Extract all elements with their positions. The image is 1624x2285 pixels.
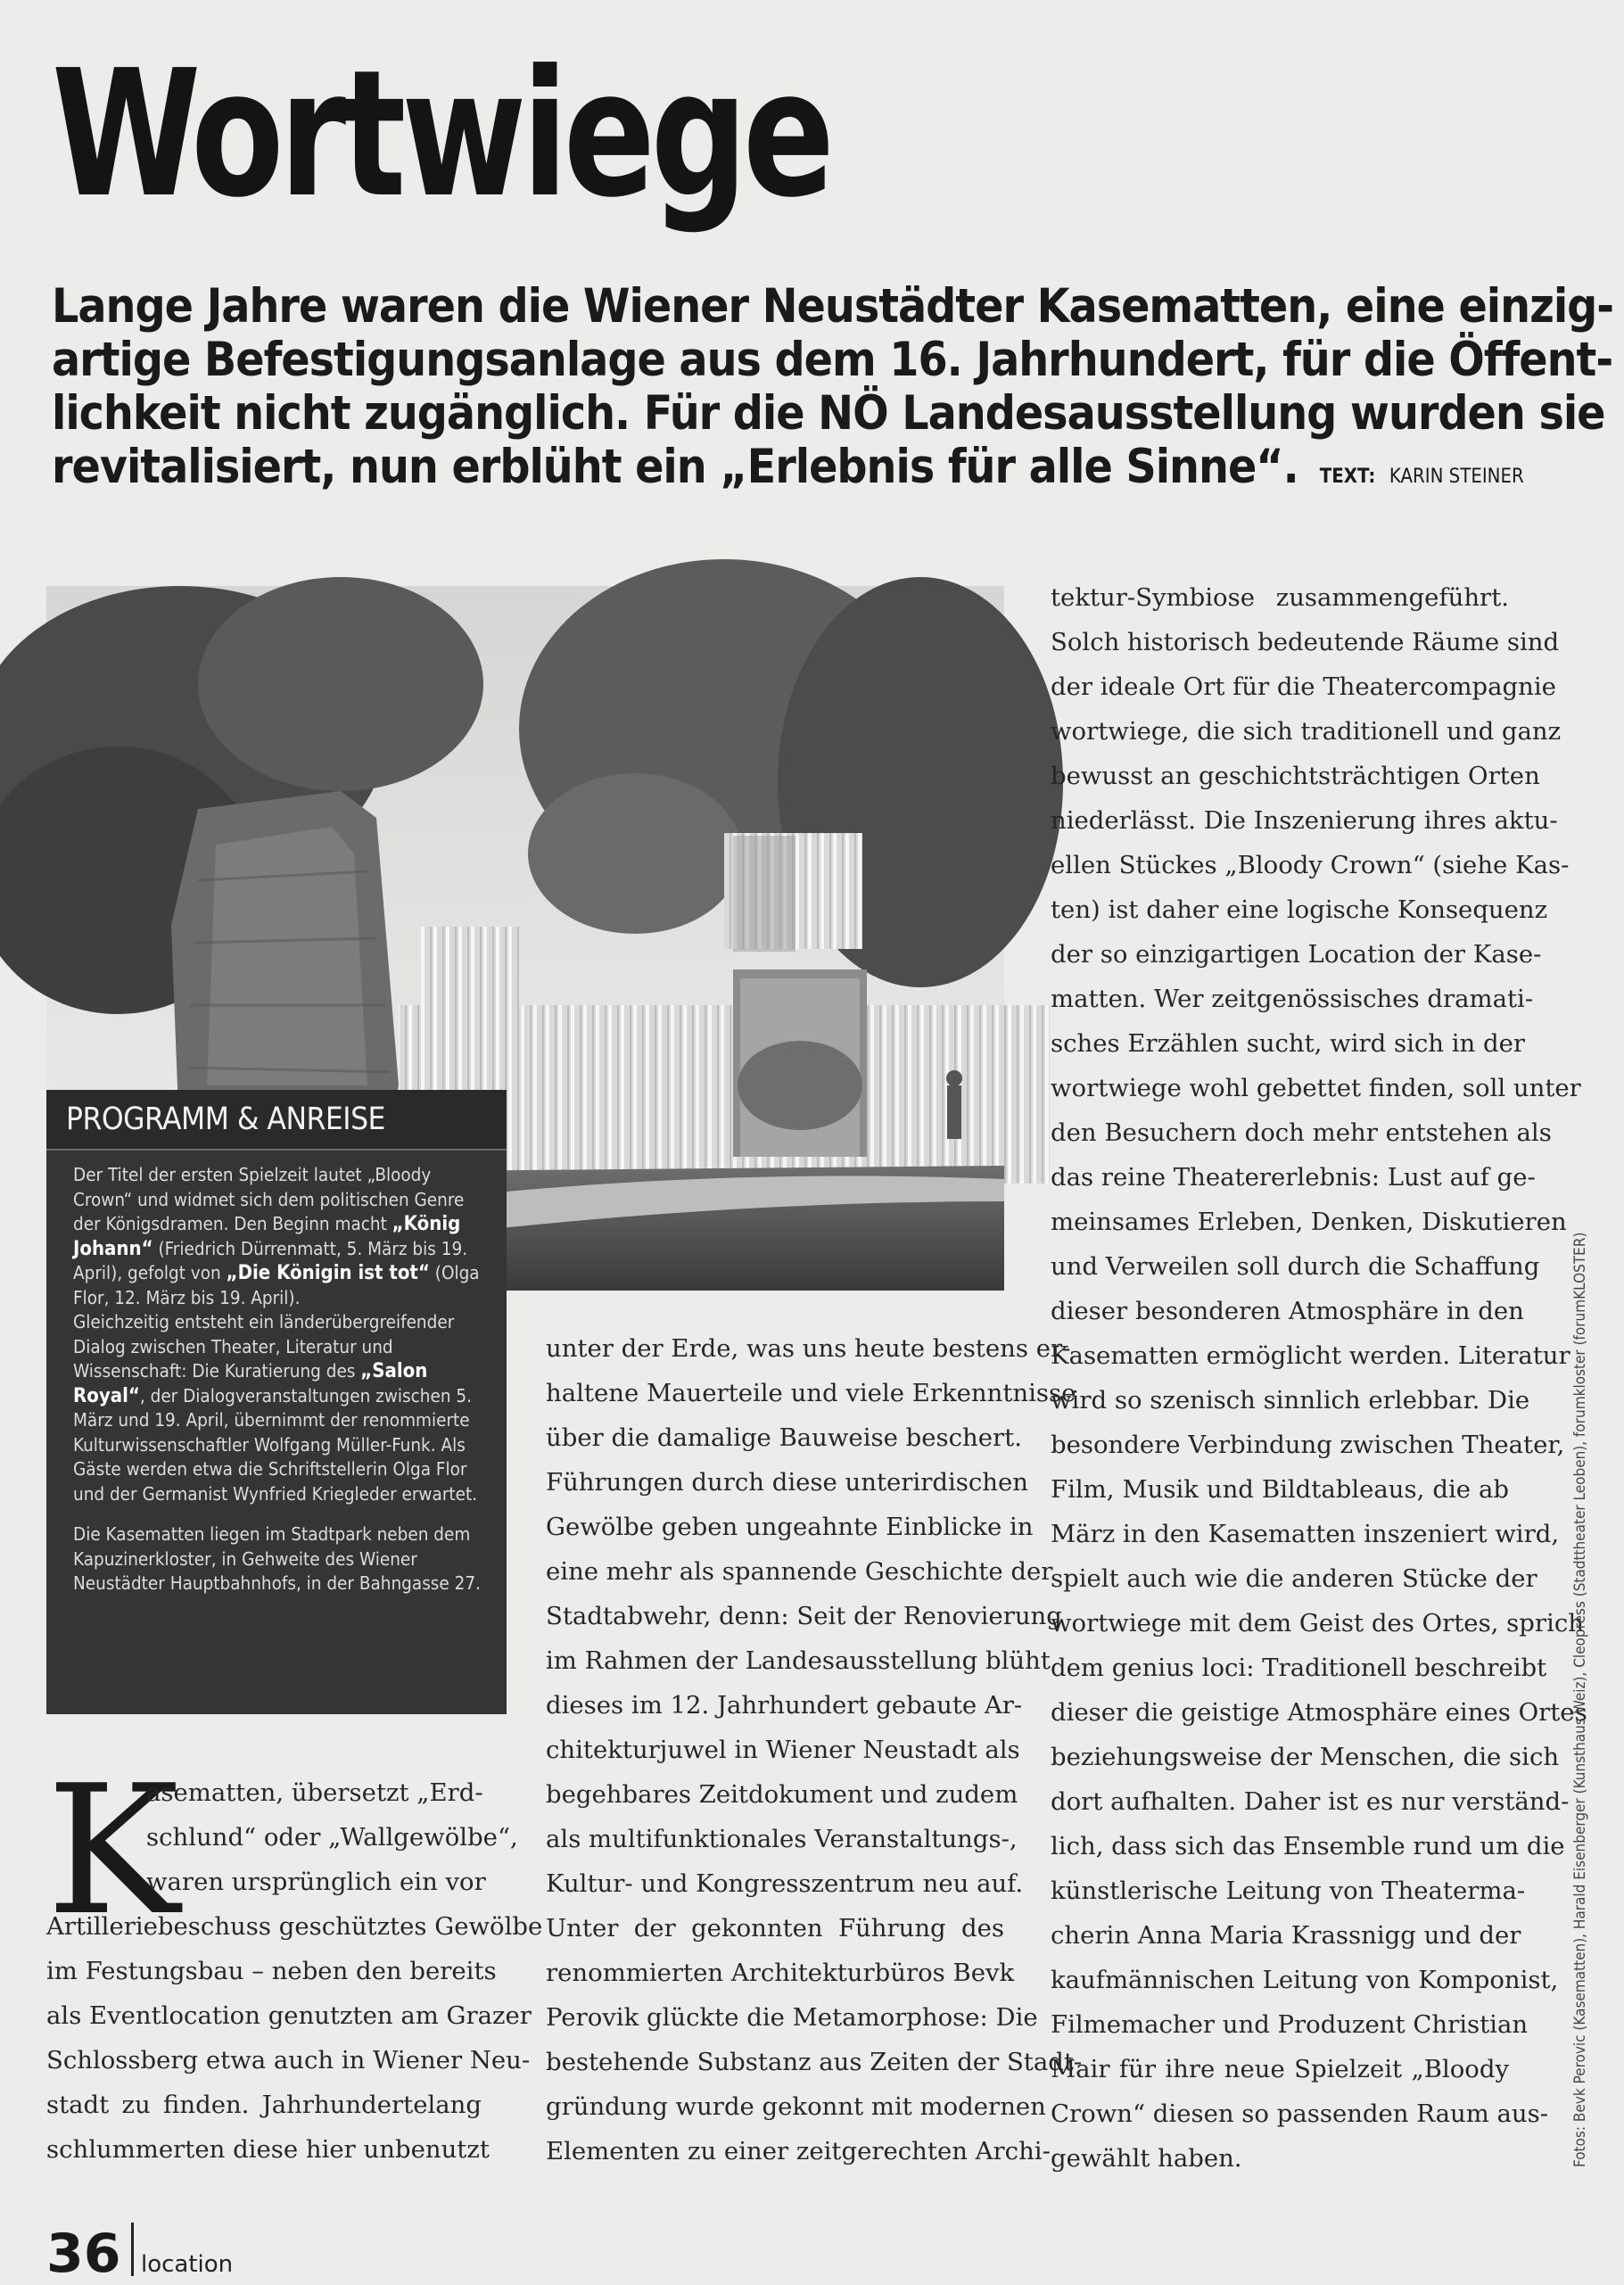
article-line: renommierten Architekturbüros Bevk bbox=[546, 1959, 1015, 1987]
article-line: schlummerten diese hier unbenutzt bbox=[46, 2135, 490, 2164]
article-line: den Besuchern doch mehr entstehen als bbox=[1051, 1118, 1552, 1147]
info-directions: Die Kasematten liegen im Stadtpark neben dem Kapuzinerkloster, in Gehweite des Wiener Neustädter Hauptbahnhofs, in der Bahngasse 27. bbox=[73, 1523, 481, 1594]
article-line: unter der Erde, was uns heute bestens er- bbox=[546, 1334, 1071, 1363]
play-title: „Die Königin ist tot“ bbox=[226, 1262, 430, 1284]
article-line: spielt auch wie die anderen Stücke der bbox=[1051, 1564, 1537, 1593]
article-line: Gewölbe geben ungeahnte Einblicke in bbox=[546, 1513, 1034, 1541]
article-line: niederlässt. Die Inszenierung ihres aktu- bbox=[1051, 806, 1558, 835]
lead-line-text: revitalisiert, nun erblüht ein „Erlebnis für alle Sinne“. bbox=[52, 440, 1298, 494]
photo-credit: Fotos: Bevk Perovic (Kasematten), Harald Eisenberger (Kunsthaus Weiz), Cleopress (Stadttheater Leoben), forumkloster (forumKLOSTER) bbox=[1571, 1232, 1589, 2167]
author-credit-name: KARIN STEINER bbox=[1389, 466, 1524, 488]
article-line: Stadtabwehr, denn: Seit der Renovierung bbox=[546, 1602, 1062, 1630]
lead-line: lichkeit nicht zugänglich. Für die NÖ Landesausstellung wurden sie bbox=[52, 386, 1605, 441]
article-line: tektur-Symbiose zusammengeführt. bbox=[1051, 583, 1509, 612]
info-box-heading: PROGRAMM & ANREISE bbox=[46, 1090, 507, 1151]
article-line: und Verweilen soll durch die Schaffung bbox=[1051, 1252, 1540, 1281]
headline: Wortwiege bbox=[52, 33, 830, 236]
article-line: gründung wurde gekonnt mit modernen bbox=[546, 2092, 1046, 2121]
lead-line: Lange Jahre waren die Wiener Neustädter Kasematten, eine einzig- bbox=[52, 279, 1614, 334]
article-line: Schlossberg etwa auch in Wiener Neu- bbox=[46, 2046, 531, 2075]
author-credit-label: TEXT: bbox=[1319, 466, 1376, 488]
article-line: dem genius loci: Traditionell beschreibt bbox=[1051, 1654, 1547, 1682]
article-line: gewählt haben. bbox=[1051, 2144, 1242, 2173]
info-text: Gleichzeitig entsteht ein länderübergreifender Dialog zwischen Theater, Literatur und Wissenschaft: Die Kuratierung des bbox=[73, 1311, 455, 1382]
article-line: Filmemacher und Produzent Christian bbox=[1051, 2010, 1529, 2039]
article-line: Elementen zu einer zeitgerechten Archi- bbox=[546, 2137, 1051, 2165]
article-line: Film, Musik und Bildtableaus, die ab bbox=[1051, 1475, 1509, 1504]
article-line: als multifunktionales Veranstaltungs-, bbox=[546, 1825, 1018, 1853]
article-line: dieser die geistige Atmosphäre eines Ortes bbox=[1051, 1698, 1587, 1727]
article-line: im Rahmen der Landesausstellung blüht bbox=[546, 1646, 1051, 1675]
info-paragraph bbox=[73, 1163, 489, 1506]
article-line: Artilleriebeschuss geschütztes Gewölbe bbox=[46, 1912, 543, 1941]
article-line: besondere Verbindung zwischen Theater, bbox=[1051, 1431, 1565, 1459]
info-text: , der Dialogveranstaltungen zwischen 5. März und 19. April, übernimmt der renommierte Kulturwissenschaftler Wolfgang Müller-Funk. Als Gäste werden etwa die Schriftstellerin Olga Flor und der Germanist Wynfried Kriegleder erwartet. bbox=[73, 1384, 478, 1505]
article-line: waren ursprünglich ein vor bbox=[146, 1868, 486, 1896]
article-line: begehbares Zeitdokument und zudem bbox=[546, 1780, 1018, 1809]
article-line: matten. Wer zeitgenössisches dramati- bbox=[1051, 985, 1534, 1013]
article-line: wortwiege, die sich traditionell und ganz bbox=[1051, 717, 1562, 746]
article-line: eine mehr als spannende Geschichte der bbox=[546, 1557, 1053, 1586]
article-line: ellen Stückes „Bloody Crown“ (siehe Kas- bbox=[1051, 851, 1570, 879]
article-line: cherin Anna Maria Krassnigg und der bbox=[1051, 1921, 1521, 1950]
article-column-2 bbox=[546, 1326, 1083, 2174]
article-line: lich, dass sich das Ensemble rund um die bbox=[1051, 1832, 1565, 1860]
article-line: haltene Mauerteile und viele Erkenntnisse bbox=[546, 1379, 1076, 1407]
article-line: das reine Theatererlebnis: Lust auf ge- bbox=[1051, 1163, 1536, 1192]
info-text: Der Titel der ersten Spielzeit lautet „Bloody Crown“ und widmet sich dem politischen Genre der Königsdramen. Den Beginn macht bbox=[73, 1164, 465, 1234]
article-line: der so einzigartigen Location der Kase- bbox=[1051, 940, 1542, 969]
article-line: dieses im 12. Jahrhundert gebaute Ar- bbox=[546, 1691, 1023, 1720]
article-line: Solch historisch bedeutende Räume sind bbox=[1051, 628, 1560, 656]
section-name: location bbox=[141, 2251, 234, 2278]
article-line: kaufmännischen Leitung von Komponist, bbox=[1051, 1966, 1559, 1994]
article-line: wird so szenisch sinnlich erlebbar. Die bbox=[1051, 1386, 1530, 1415]
article-line: dieser besonderen Atmosphäre in den bbox=[1051, 1297, 1524, 1325]
article-line: im Festungsbau – neben den bereits bbox=[46, 1957, 497, 1985]
drop-cap: K bbox=[46, 1747, 180, 1955]
info-text: (Olga Flor, 12. März bis 19. April). bbox=[73, 1262, 480, 1308]
article-line: asematten, übersetzt „Erd- bbox=[146, 1778, 483, 1807]
article-line: sches Erzählen sucht, wird sich in der bbox=[1051, 1029, 1526, 1058]
article-column-1 bbox=[46, 1747, 543, 2172]
lead-line: artige Befestigungsanlage aus dem 16. Jahrhundert, für die Öffent- bbox=[52, 333, 1613, 387]
event-title: „Salon Royal“ bbox=[73, 1360, 428, 1407]
article-line: wortwiege wohl gebettet finden, soll unter bbox=[1051, 1074, 1581, 1102]
article-line: als Eventlocation genutzten am Grazer bbox=[46, 2001, 532, 2030]
lead-paragraph bbox=[52, 279, 1614, 504]
article-line: Perovik glückte die Metamorphose: Die bbox=[546, 2003, 1038, 2032]
article-line: Unter der gekonnten Führung des bbox=[546, 1914, 1004, 1943]
article-line: Kasematten ermöglicht werden. Literatur bbox=[1051, 1341, 1570, 1370]
article-line: Führungen durch diese unterirdischen bbox=[546, 1468, 1028, 1497]
article-line: künstlerische Leitung von Theaterma- bbox=[1051, 1877, 1526, 1905]
program-info-box bbox=[46, 1090, 507, 1714]
article-line: wortwiege mit dem Geist des Ortes, sprich bbox=[1051, 1609, 1584, 1637]
page-number: 36 bbox=[46, 2223, 121, 2285]
lead-line-last bbox=[52, 440, 1524, 504]
article-line: Crown“ diesen so passenden Raum aus- bbox=[1051, 2099, 1549, 2128]
article-line: stadt zu finden. Jahrhundertelang bbox=[46, 2091, 482, 2119]
folio-divider bbox=[131, 2223, 134, 2276]
article-line: meinsames Erleben, Denken, Diskutieren bbox=[1051, 1208, 1567, 1236]
article-line: dort aufhalten. Daher ist es nur verständ- bbox=[1051, 1787, 1570, 1816]
info-text: (Friedrich Dürrenmatt, 5. März bis 19. April), gefolgt von bbox=[73, 1237, 468, 1283]
article-line: Mair für ihre neue Spielzeit „Bloody bbox=[1051, 2055, 1509, 2083]
article-line: chitekturjuwel in Wiener Neustadt als bbox=[546, 1736, 1020, 1764]
article-line: Kultur- und Kongresszentrum neu auf. bbox=[546, 1869, 1024, 1898]
article-line: der ideale Ort für die Theatercompagnie bbox=[1051, 672, 1556, 701]
article-line: über die damalige Bauweise beschert. bbox=[546, 1423, 1022, 1452]
article-line: schlund“ oder „Wallgewölbe“, bbox=[146, 1823, 518, 1852]
article-line: bestehende Substanz aus Zeiten der Stadt- bbox=[546, 2048, 1083, 2076]
info-box-body bbox=[46, 1151, 507, 1596]
article-line: bewusst an geschichtsträchtigen Orten bbox=[1051, 762, 1540, 790]
article-line: ten) ist daher eine logische Konsequenz bbox=[1051, 895, 1548, 924]
article-line: beziehungsweise der Menschen, die sich bbox=[1051, 1743, 1560, 1771]
article-line: März in den Kasematten inszeniert wird, bbox=[1051, 1520, 1560, 1548]
play-title: „König Johann“ bbox=[73, 1213, 461, 1260]
